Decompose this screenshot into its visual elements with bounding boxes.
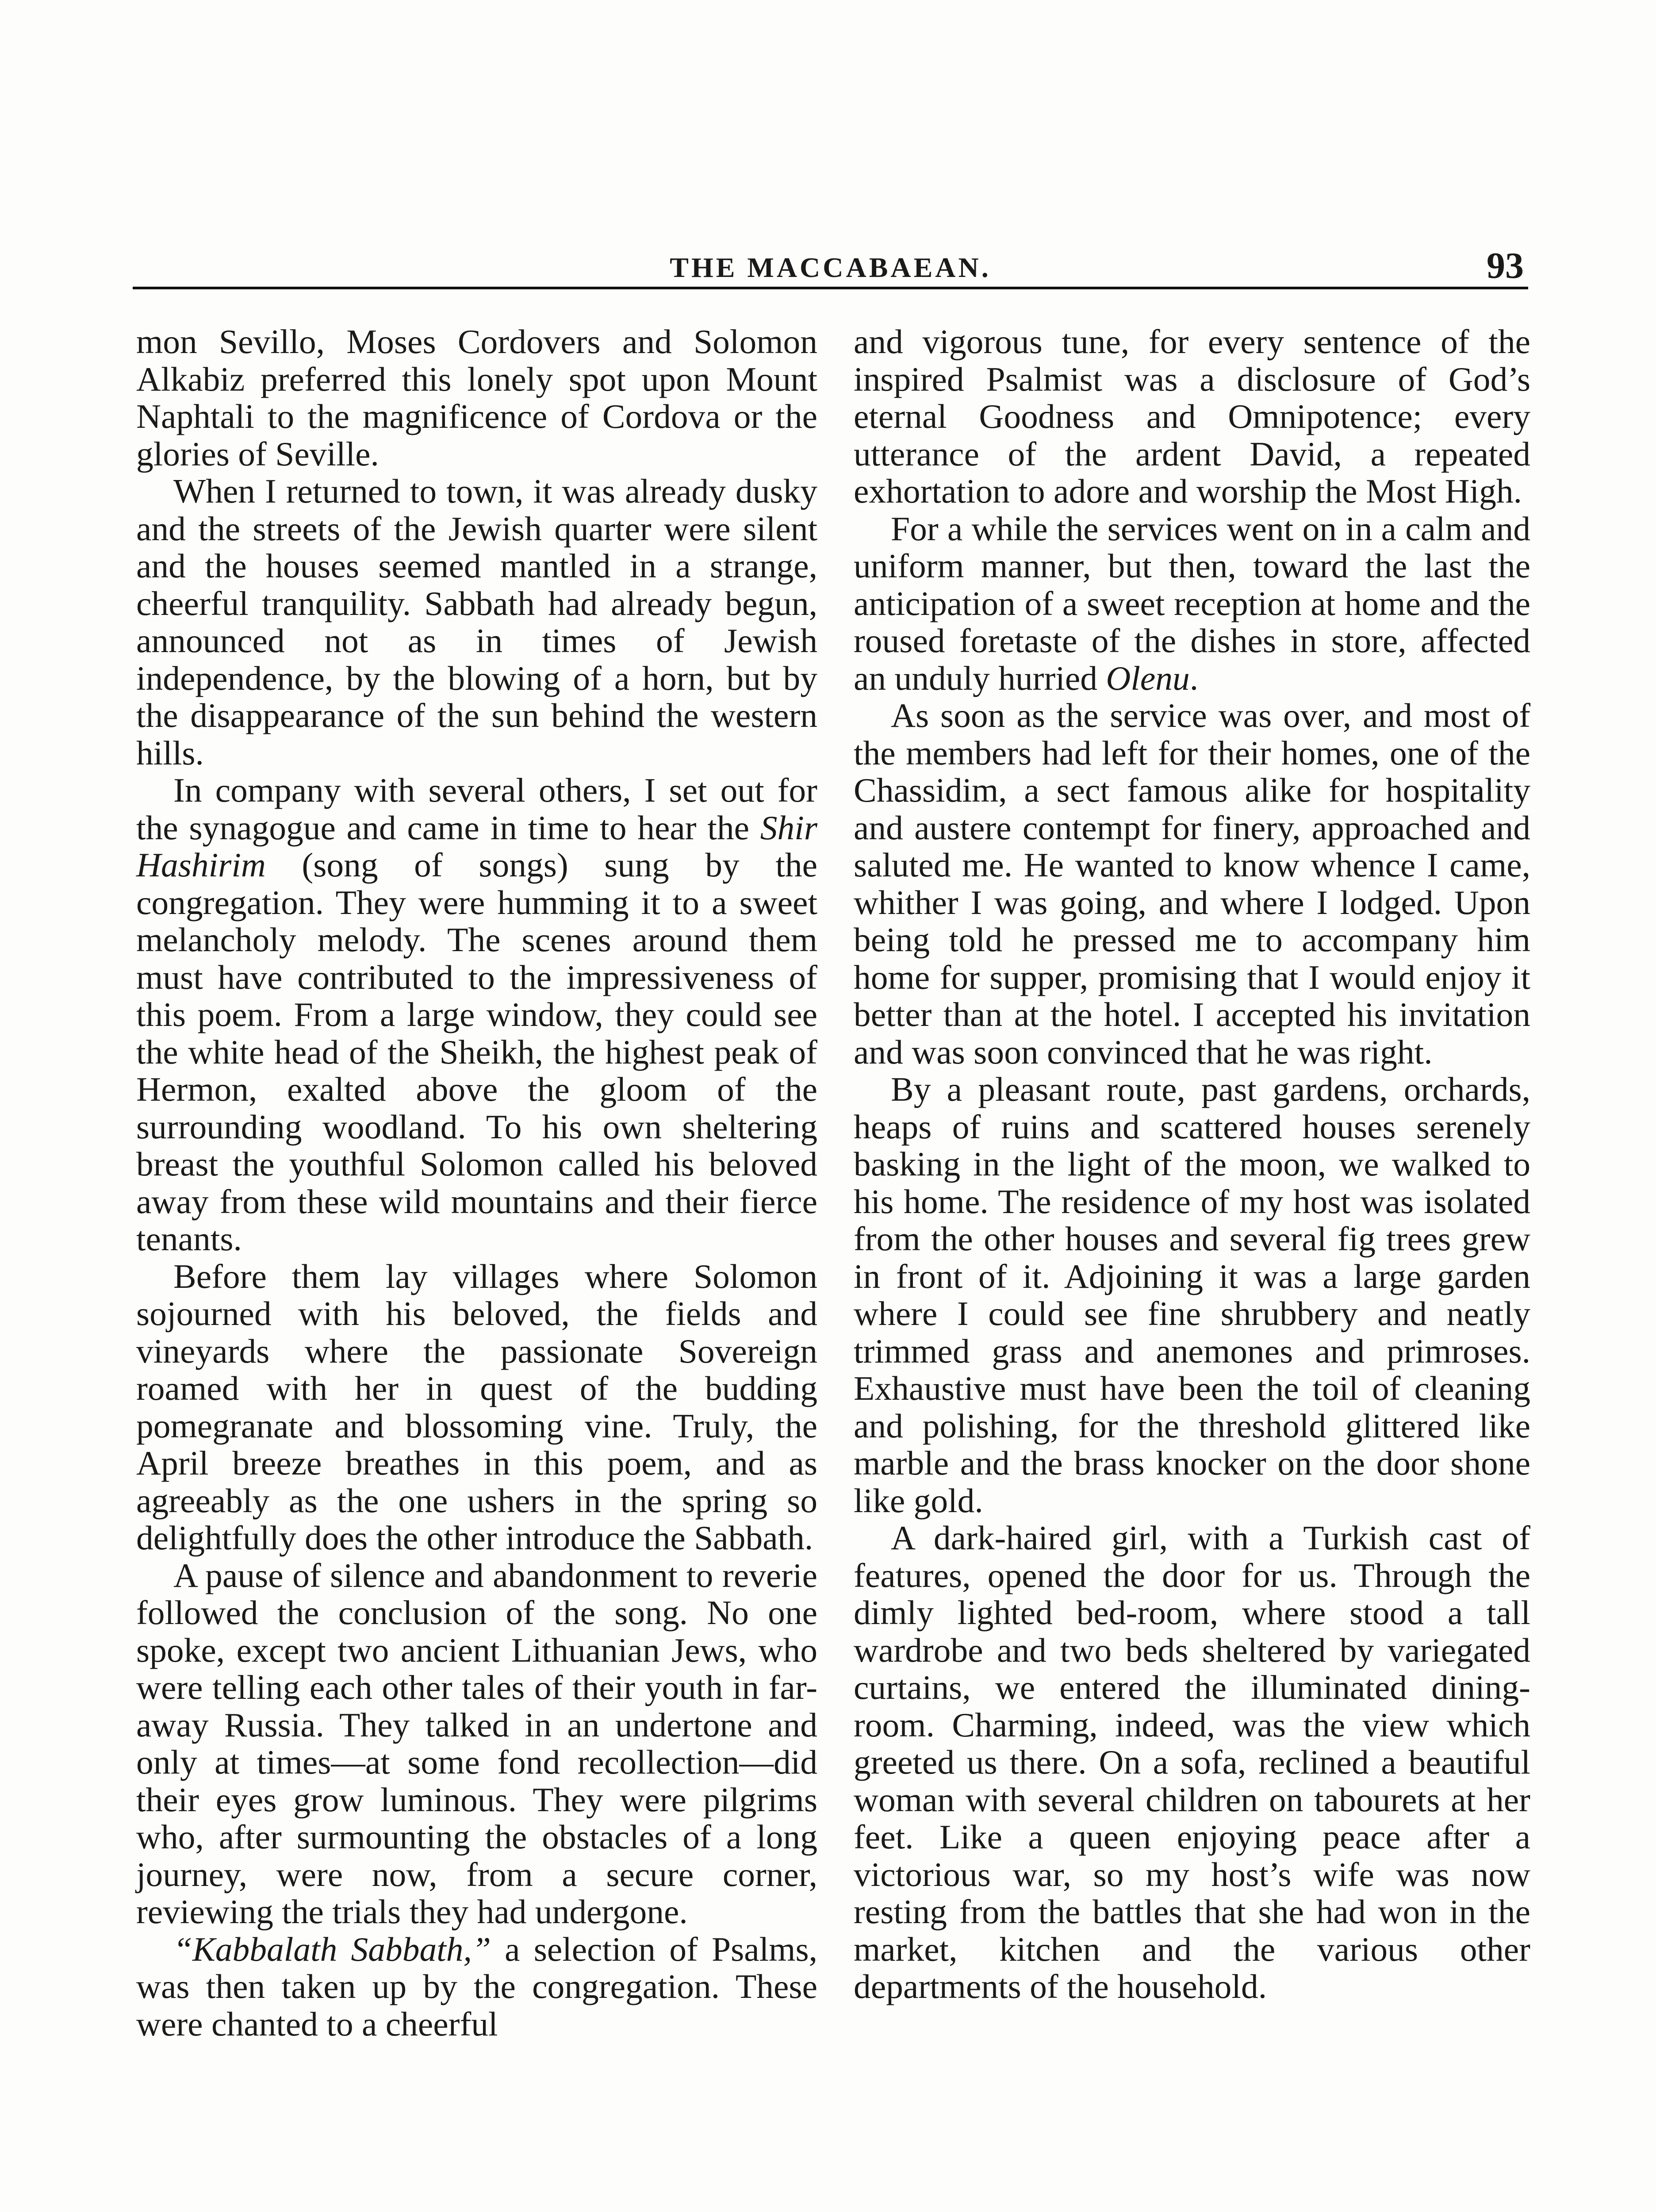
paragraph: By a pleasant route, past gardens, orchards, heaps of ruins and scattered houses serenely basking in the light of the moon, we walked to his home. The residence of my host was isolated from the other houses and several fig trees grew in front of it. Adjoining it was a large garden where I could see fine shrubbery and neatly trimmed grass and anemones and primroses. Exhaustive must have been the toil of cleaning and polishing, for the threshold glittered like marble and the brass knocker on the door shone like gold.	[854, 1070, 1530, 1520]
paragraph-text: For a while the services went on in a calm and uniform manner, but then, toward the last the anticipation of a sweet reception at home and the roused foretaste of the dishes in store, affected an unduly hurried	[854, 509, 1530, 697]
running-header	[133, 247, 1528, 289]
left-column	[136, 323, 817, 2043]
paragraph-text: (song of songs) sung by the congregation. They were humming it to a sweet melancholy melody. The scenes around them must have contributed to the impressiveness of this poem. From a large window, they could see the white head of the Sheikh, the highest peak of Hermon, exalted above the gloom of the surrounding woodland. To his own sheltering breast the youthful Solomon called his beloved away from these wild mountains and their fierce tenants.	[136, 846, 817, 1258]
paragraph-text: In company with several others, I set out for the synagogue and came in time to hear the	[136, 771, 817, 847]
psalm-title: “Kabbalath Sabbath,”	[173, 1930, 491, 1968]
paragraph: Before them lay villages where Solomon sojourned with his beloved, the fields and vineyards where the passionate Sovereign roamed with her in quest of the budding pomegranate and blossoming vine. Truly, the April breeze breathes in this poem, and as agreeably as the one ushers in the spring so delightfully does the other introduce the Sabbath.	[136, 1257, 817, 1557]
paragraph: and vigorous tune, for every sentence of the inspired Psalmist was a disclosure of God’s eternal Goodness and Omnipotence; every utterance of the ardent David, a repeated exhortation to adore and worship the Most High.	[854, 323, 1530, 510]
prayer-title: Olenu	[1106, 659, 1190, 697]
paragraph	[136, 772, 817, 1258]
paragraph: A dark-haired girl, with a Turkish cast of features, opened the door for us. Through the dimly lighted bed-room, where stood a tall wardrobe and two beds sheltered by variegated curtains, we entered the illuminated dining-room. Charming, indeed, was the view which greeted us there. On a sofa, reclined a beautiful woman with several children on tabourets at her feet. Like a queen enjoying peace after a victorious war, so my host’s wife was now resting from the battles that she had won in the market, kitchen and the various other departments of the household.	[854, 1519, 1530, 2005]
paragraph	[854, 510, 1530, 697]
paragraph-text: a selection of Psalms, was then taken up by the congregation. These were chanted to a cheerful	[136, 1930, 817, 2043]
paragraph-text: .	[1189, 659, 1199, 697]
journal-title: THE MACCABAEAN.	[670, 252, 991, 283]
paragraph	[136, 1931, 817, 2043]
right-column	[854, 323, 1530, 2005]
paragraph: When I returned to town, it was already dusky and the streets of the Jewish quarter were silent and the houses seemed mantled in a strange, cheerful tranquility. Sabbath had already begun, announced not as in times of Jewish independence, by the blowing of a horn, but by the disappearance of the sun behind the western hills.	[136, 472, 817, 772]
song-title: Shir Hashirim	[136, 808, 817, 884]
page-number: 93	[1487, 245, 1524, 286]
paragraph: mon Sevillo, Moses Cordovers and Solomon Alkabiz preferred this lonely spot upon Mount Naphtali to the magnificence of Cordova or the glories of Seville.	[136, 323, 817, 473]
paragraph: As soon as the service was over, and most of the members had left for their homes, one of the Chassidim, a sect famous alike for hospitality and austere contempt for finery, approached and saluted me. He wanted to know whence I came, whither I was going, and where I lodged. Upon being told he pressed me to accompany him home for supper, promising that I would enjoy it better than at the hotel. I accepted his invitation and was soon convinced that he was right.	[854, 696, 1530, 1071]
paragraph: A pause of silence and abandonment to reverie followed the conclusion of the song. No one spoke, except two ancient Lithuanian Jews, who were telling each other tales of their youth in far-away Russia. They talked in an undertone and only at times—at some fond recollection—did their eyes grow luminous. They were pilgrims who, after surmounting the obstacles of a long journey, were now, from a secure corner, reviewing the trials they had undergone.	[136, 1556, 817, 1931]
